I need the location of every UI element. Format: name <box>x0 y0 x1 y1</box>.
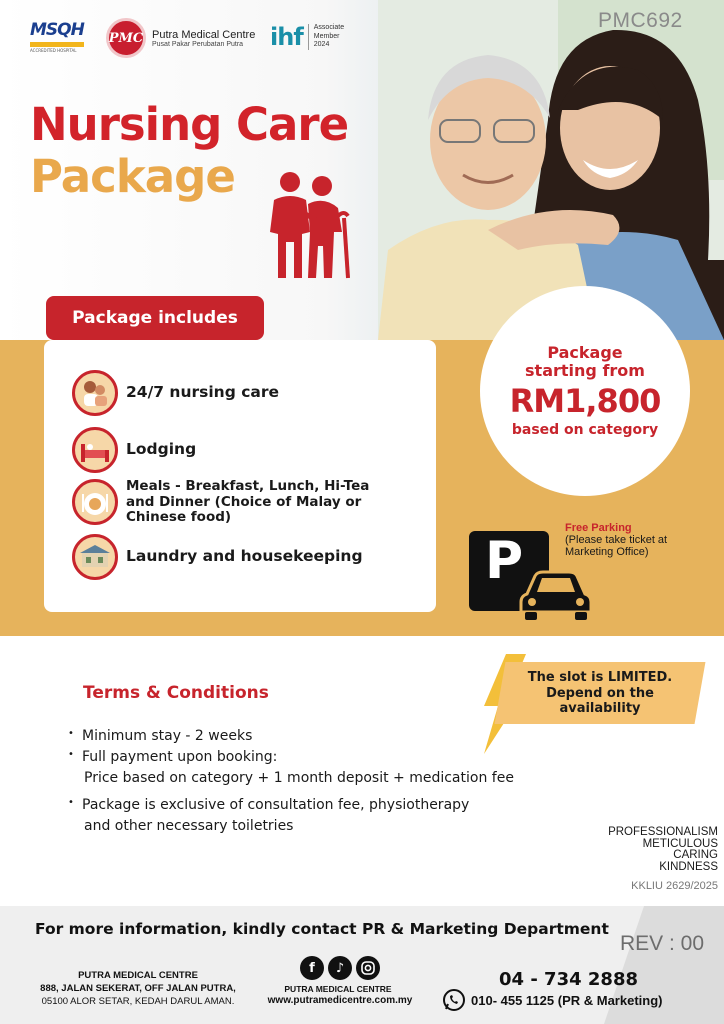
msqh-logo <box>30 20 86 54</box>
ihf-divider <box>308 24 309 50</box>
term-subtext: and other necessary toiletries <box>84 818 294 834</box>
ihf-line2: Member <box>313 32 340 40</box>
term-item <box>66 747 514 789</box>
include-item-nursing <box>72 370 279 416</box>
includes-card <box>44 340 436 612</box>
msqh-bar <box>30 42 84 47</box>
revision: REV : 00 <box>620 932 705 955</box>
price-amount: RM1,800 <box>509 381 661 420</box>
terms-title: Terms & Conditions <box>83 683 269 703</box>
facebook-icon[interactable]: f <box>300 956 324 980</box>
price-circle <box>480 286 690 496</box>
meal-icon <box>72 479 118 525</box>
value-item: METICULOUS <box>642 837 718 850</box>
price-line-2: starting from <box>525 361 645 380</box>
core-values <box>608 827 718 873</box>
pmc-badge: PMC <box>106 18 146 58</box>
parking-note: (Please take ticket at Marketing Office) <box>565 534 668 559</box>
ihf-line3: 2024 <box>313 41 330 49</box>
slot-limited-banner <box>476 654 706 754</box>
address-line-2: 05100 ALOR SETAR, KEDAH DARUL AMAN. <box>41 995 235 1007</box>
whatsapp-icon <box>442 988 466 1012</box>
parking-title: Free Parking <box>565 522 632 534</box>
include-item-meals <box>72 479 376 526</box>
parking-sign-icon: P <box>469 531 549 611</box>
caregiver-elderly-icon <box>268 170 354 280</box>
price-inner <box>495 301 675 481</box>
include-text-lodging: Lodging <box>126 440 197 459</box>
document-code: PMC692 <box>598 9 683 32</box>
term-text: Minimum stay - 2 weeks <box>82 728 253 744</box>
value-item: CARING <box>673 849 718 861</box>
msqh-sub: ACCREDITED HOSPITAL <box>30 48 77 53</box>
term-text: Package is exclusive of consultation fee, physiotherapy <box>82 797 470 813</box>
address-name: PUTRA MEDICAL CENTRE <box>78 970 198 981</box>
instagram-icon[interactable] <box>356 956 380 980</box>
price-line-3: based on category <box>511 421 659 438</box>
title-line-1: Nursing Care <box>30 98 349 151</box>
slot-line-2: Depend on the <box>546 685 654 701</box>
tiktok-icon[interactable]: ♪ <box>328 956 352 980</box>
footer-title: For more information, kindly contact PR & Marketing Department <box>35 920 609 938</box>
pmc-name: Putra Medical Centre <box>152 28 256 41</box>
laundry-icon <box>72 534 118 580</box>
car-icon <box>519 568 593 622</box>
social-icons <box>300 956 380 980</box>
slot-line-3: availability <box>559 701 641 717</box>
site-name: PUTRA MEDICAL CENTRE <box>284 984 392 994</box>
address-line-1: 888, JALAN SEKERAT, OFF JALAN PUTRA, <box>40 982 236 994</box>
footer-address <box>18 970 258 1008</box>
value-item: KINDNESS <box>659 860 718 873</box>
phone-number[interactable]: 04 - 734 2888 <box>499 969 638 990</box>
title-line-2: Package <box>30 150 235 203</box>
ihf-line1: Associate <box>313 24 345 32</box>
include-item-laundry <box>72 534 363 580</box>
whatsapp-number[interactable]: 010- 455 1125 (PR & Marketing) <box>471 993 663 1008</box>
terms-list <box>66 726 514 837</box>
term-subtext: Price based on category + 1 month deposit + medication fee <box>84 770 514 786</box>
term-item <box>66 726 514 747</box>
slot-text <box>510 670 690 717</box>
ihf-text <box>314 24 344 49</box>
include-item-lodging <box>72 427 196 473</box>
include-text-nursing: 24/7 nursing care <box>126 383 279 402</box>
nurse-icon <box>72 370 118 416</box>
package-includes-label: Package includes <box>46 296 264 340</box>
term-text: Full payment upon booking: <box>82 749 278 765</box>
value-item: PROFESSIONALISM <box>608 826 718 838</box>
term-item <box>66 795 514 837</box>
kkliu-number: KKLIU 2629/2025 <box>631 880 718 892</box>
ihf-logo <box>270 24 344 50</box>
msqh-mark: MSQH <box>30 20 84 40</box>
include-text-meals: Meals - Breakfast, Lunch, Hi-Tea and Dinner (Choice of Malay or Chinese food) <box>126 478 370 526</box>
pmc-text <box>152 29 255 48</box>
website-link[interactable]: www.putramedicentre.com.my <box>267 995 413 1006</box>
slot-line-1: The slot is LIMITED. <box>527 670 673 685</box>
elderly-couple-photo <box>378 0 724 340</box>
bed-icon <box>72 427 118 473</box>
price-line-1: Package <box>547 343 623 363</box>
include-text-laundry: Laundry and housekeeping <box>126 547 363 566</box>
hero-photo <box>378 0 724 340</box>
ihf-mark: ihf <box>270 23 303 51</box>
pmc-subtitle: Pusat Pakar Perubatan Putra <box>152 40 244 48</box>
pmc-logo <box>106 18 255 58</box>
